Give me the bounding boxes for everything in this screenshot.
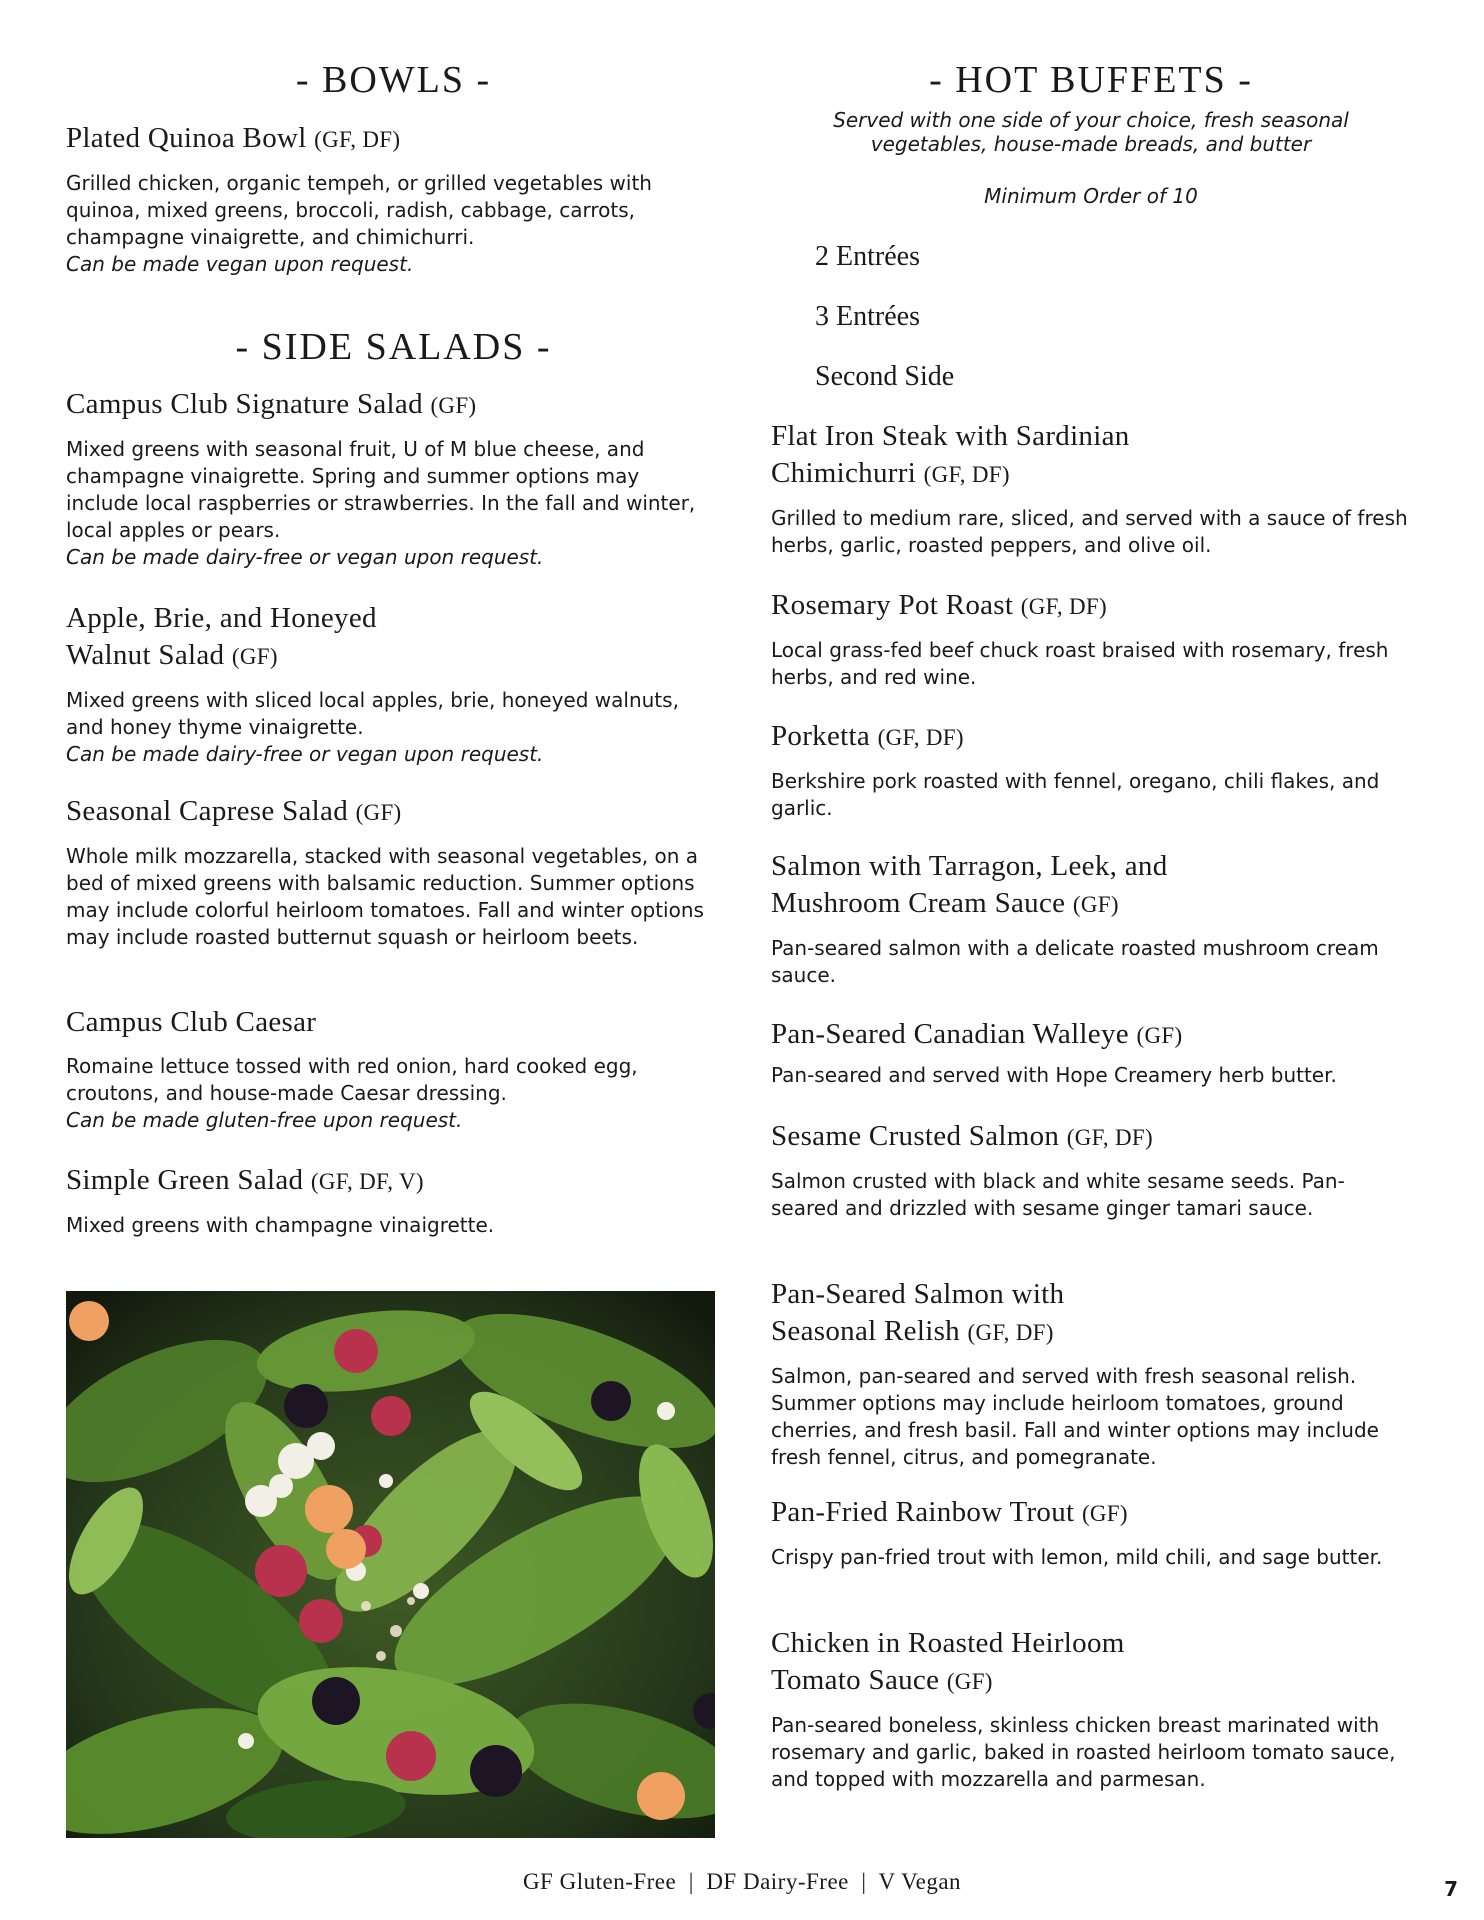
item-name bbox=[66, 386, 706, 424]
item-name bbox=[66, 120, 706, 158]
item-name-text: Campus Club Signature Salad bbox=[66, 388, 423, 420]
item-description: Crispy pan-fried trout with lemon, mild chili, and sage butter. bbox=[771, 1545, 1383, 1569]
item-description bbox=[66, 687, 706, 768]
hot-buffets-subtitle: Served with one side of your choice, fresh seasonal vegetables, house-made breads, and butter bbox=[833, 108, 1349, 156]
menu-item bbox=[66, 120, 706, 278]
item-name-line: Chicken in Roasted Heirloom bbox=[771, 1627, 1125, 1659]
menu-item bbox=[771, 1276, 1411, 1471]
item-name bbox=[771, 418, 1411, 493]
item-note: Can be made gluten-free upon request. bbox=[66, 1108, 463, 1132]
description-text: Mixed greens with sliced local apples, brie, honeyed walnuts, and honey thyme vinaigrette. bbox=[66, 688, 679, 739]
item-description bbox=[66, 436, 706, 571]
salad-photo bbox=[66, 1291, 715, 1838]
minimum-order: Minimum Order of 10 bbox=[984, 184, 1198, 208]
menu-item bbox=[771, 1016, 1411, 1089]
description-text: Romaine lettuce tossed with red onion, hard cooked egg, croutons, and house-made Caesar dressing. bbox=[66, 1054, 638, 1105]
dietary-tags: (GF) bbox=[1136, 1023, 1183, 1048]
item-name-line: Tomato Sauce bbox=[771, 1664, 940, 1696]
item-name-text: Seasonal Caprese Salad bbox=[66, 795, 349, 827]
item-description: Pan-seared boneless, skinless chicken breast marinated with rosemary and garlic, baked in roasted heirloom tomato sauce, and topped with mozzarella and parmesan. bbox=[771, 1713, 1396, 1791]
dietary-tags: (GF) bbox=[231, 644, 278, 669]
menu-item bbox=[771, 718, 1411, 822]
item-name bbox=[771, 718, 1411, 756]
dietary-tags: (GF, DF) bbox=[967, 1320, 1054, 1345]
dietary-tags: (GF) bbox=[1081, 1501, 1128, 1526]
item-name-text: Porketta bbox=[771, 720, 871, 752]
item-note: Can be made dairy-free or vegan upon request. bbox=[66, 545, 544, 569]
description-text: Mixed greens with seasonal fruit, U of M blue cheese, and champagne vinaigrette. Spring and summer options may include local raspberries or strawberries. In the fall and winter, local apples or pears. bbox=[66, 437, 696, 542]
page-number: 7 bbox=[1444, 1877, 1458, 1901]
item-description: Mixed greens with champagne vinaigrette. bbox=[66, 1213, 495, 1237]
item-description: Whole milk mozzarella, stacked with seasonal vegetables, on a bed of mixed greens with balsamic reduction. Summer options may include colorful heirloom tomatoes. Fall and winter options may include roasted butternut squash or heirloom beets. bbox=[66, 844, 704, 949]
dietary-tags: (GF) bbox=[1072, 892, 1119, 917]
pricing-second-side: Second Side bbox=[815, 361, 955, 392]
menu-item bbox=[771, 1625, 1411, 1793]
item-name: Campus Club Caesar bbox=[66, 1006, 317, 1038]
item-name-line: Walnut Salad bbox=[66, 639, 225, 671]
item-description: Salmon, pan-seared and served with fresh seasonal relish. Summer options may include heirloom tomatoes, ground cherries, and fresh basil. Fall and winter options may include fresh fennel, citrus, and pomegranate. bbox=[771, 1364, 1379, 1469]
dietary-tags: (GF, DF) bbox=[314, 127, 401, 152]
item-description: Salmon crusted with black and white sesame seeds. Pan-seared and drizzled with sesame ginger tamari sauce. bbox=[771, 1169, 1345, 1220]
item-name-line: Pan-Seared Salmon with bbox=[771, 1278, 1065, 1310]
item-name-line: Mushroom Cream Sauce bbox=[771, 887, 1066, 919]
item-name-line: Flat Iron Steak with Sardinian bbox=[771, 420, 1130, 452]
menu-item bbox=[771, 1118, 1411, 1222]
dietary-tags: (GF, DF) bbox=[1020, 594, 1107, 619]
dietary-legend: GF Gluten-Free | DF Dairy-Free | V Vegan bbox=[522, 1869, 962, 1894]
item-name bbox=[66, 793, 706, 831]
menu-item bbox=[66, 1162, 706, 1239]
item-description: Pan-seared salmon with a delicate roasted mushroom cream sauce. bbox=[771, 936, 1379, 987]
item-name-text: Simple Green Salad bbox=[66, 1164, 304, 1196]
dietary-tags: (GF, DF) bbox=[923, 462, 1010, 487]
item-note: Can be made vegan upon request. bbox=[66, 252, 414, 276]
item-name bbox=[771, 1276, 1411, 1351]
item-name bbox=[771, 1625, 1411, 1700]
dietary-tags: (GF) bbox=[946, 1669, 993, 1694]
item-name bbox=[771, 1118, 1411, 1156]
item-name-line: Seasonal Relish bbox=[771, 1315, 960, 1347]
menu-item bbox=[771, 848, 1411, 989]
item-name bbox=[771, 848, 1411, 923]
item-name-text: Sesame Crusted Salmon bbox=[771, 1120, 1060, 1152]
menu-item bbox=[66, 1004, 706, 1134]
item-name-line: Chimichurri bbox=[771, 457, 917, 489]
dietary-tags: (GF, DF) bbox=[1066, 1125, 1153, 1150]
dietary-tags: (GF) bbox=[430, 393, 477, 418]
menu-item bbox=[771, 418, 1411, 559]
menu-item bbox=[66, 600, 706, 768]
item-name-line: Salmon with Tarragon, Leek, and bbox=[771, 850, 1168, 882]
item-description: Pan-seared and served with Hope Creamery herb butter. bbox=[771, 1063, 1337, 1087]
item-description: Berkshire pork roasted with fennel, oregano, chili flakes, and garlic. bbox=[771, 769, 1380, 820]
side-salads-title: - SIDE SALADS - bbox=[235, 326, 552, 368]
description-text: Grilled chicken, organic tempeh, or grilled vegetables with quinoa, mixed greens, broccoli, radish, cabbage, carrots, champagne vinaigrette, and chimichurri. bbox=[66, 171, 652, 249]
salad-illustration bbox=[66, 1291, 715, 1838]
hot-buffets-title: - HOT BUFFETS - bbox=[929, 59, 1253, 101]
menu-item bbox=[66, 793, 706, 951]
item-name bbox=[66, 1162, 706, 1200]
item-name-text: Rosemary Pot Roast bbox=[771, 589, 1014, 621]
menu-item bbox=[66, 386, 706, 571]
pricing-two-entrees: 2 Entrées bbox=[815, 241, 920, 272]
item-name bbox=[771, 1494, 1411, 1532]
dietary-tags: (GF, DF) bbox=[877, 725, 964, 750]
item-name bbox=[771, 1016, 1411, 1054]
menu-item bbox=[771, 1494, 1411, 1571]
item-name bbox=[66, 600, 706, 675]
item-description: Grilled to medium rare, sliced, and served with a sauce of fresh herbs, garlic, roasted peppers, and olive oil. bbox=[771, 506, 1408, 557]
pricing-three-entrees: 3 Entrées bbox=[815, 301, 920, 332]
dietary-tags: (GF) bbox=[355, 800, 402, 825]
item-name bbox=[771, 587, 1411, 625]
bowls-title: - BOWLS - bbox=[295, 59, 492, 101]
item-description: Local grass-fed beef chuck roast braised with rosemary, fresh herbs, and red wine. bbox=[771, 638, 1389, 689]
menu-item bbox=[771, 587, 1411, 691]
item-description bbox=[66, 1053, 706, 1134]
item-description bbox=[66, 170, 706, 278]
dietary-tags: (GF, DF, V) bbox=[310, 1169, 424, 1194]
item-name-line: Apple, Brie, and Honeyed bbox=[66, 602, 377, 634]
item-name-text: Pan-Fried Rainbow Trout bbox=[771, 1496, 1075, 1528]
item-name-text: Plated Quinoa Bowl bbox=[66, 122, 307, 154]
item-name-text: Pan-Seared Canadian Walleye bbox=[771, 1018, 1129, 1050]
item-note: Can be made dairy-free or vegan upon request. bbox=[66, 742, 544, 766]
